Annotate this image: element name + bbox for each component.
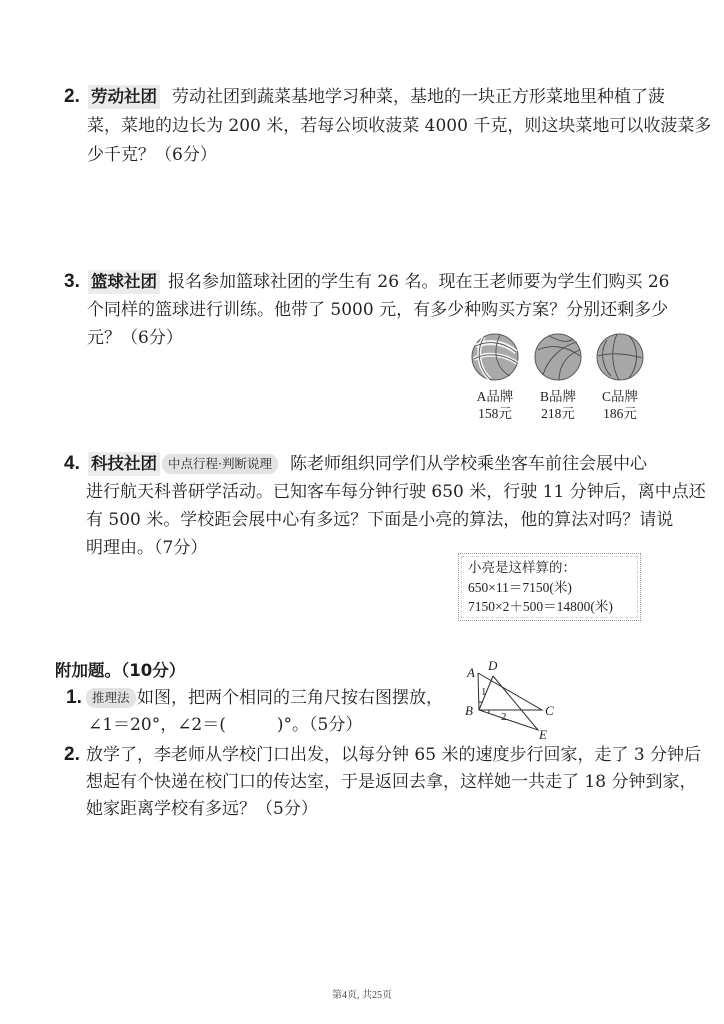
vertex-label-c: C: [545, 703, 554, 718]
question-text: 陈老师组织同学们从学校乘坐客车前往会展中心: [290, 454, 647, 474]
page-footer: 第4页, 共25页: [332, 990, 392, 1001]
question-text: ∠1＝20°，∠2＝( )°。（5分）: [88, 715, 363, 735]
price-label: 186元: [603, 406, 637, 421]
question-text: 进行航天科普研学活动。已知客车每分钟行驶 650 米，行驶 11 分钟后，离中点还: [86, 482, 706, 502]
angle-label-1: 1: [481, 686, 487, 698]
question-number: 2.: [64, 744, 80, 765]
price-label: 218元: [541, 406, 575, 421]
question-text: 少千克？（6分）: [87, 145, 217, 165]
question-text: 她家距离学校有多远？（5分）: [86, 799, 318, 819]
vertex-label-b: B: [465, 703, 473, 718]
question-number: 1.: [66, 687, 82, 708]
question-2-line-1: [0, 83, 724, 111]
calc-title: 小亮是这样算的：: [468, 560, 576, 575]
topic-tag: 中点行程·判断说理: [162, 454, 278, 474]
question-text: 明理由。（7分）: [86, 538, 208, 558]
calc-line: 7150×2＋500＝14800(米): [468, 599, 613, 614]
calculation-box: [458, 553, 641, 621]
basketball-icon: [533, 332, 583, 382]
question-text: 元？（6分）: [87, 328, 183, 348]
question-text: 有 500 米。学校距会展中心有多远？下面是小亮的算法，他的算法对吗？请说: [86, 510, 674, 530]
question-number: 3.: [64, 271, 80, 292]
club-label: 篮球社团: [88, 270, 160, 294]
question-text: 个同样的篮球进行训练。他带了 5000 元，有多少种购买方案？分别还剩多少: [87, 300, 669, 320]
brand-label: B品牌: [539, 389, 576, 404]
question-text: 放学了，李老师从学校门口出发，以每分钟 65 米的速度步行回家，走了 3 分钟后: [86, 745, 702, 765]
question-number: 2.: [64, 86, 80, 107]
vertex-label-a: A: [467, 665, 475, 680]
question-text: 报名参加篮球社团的学生有 26 名。现在王老师要为学生们购买 26: [168, 272, 670, 292]
extra-question-1-line-1: [0, 684, 724, 712]
question-4-line-1: [0, 450, 724, 478]
basketball-icon: [595, 332, 645, 382]
calc-line: 650×11＝7150(米): [468, 580, 572, 595]
question-text: 菜，菜地的边长为 200 米，若每公顷收菠菜 4000 千克，则这块菜地可以收菠菜多: [87, 116, 712, 136]
extra-section-title: 附加题。（10分）: [55, 661, 186, 680]
question-text: 劳动社团到蔬菜基地学习种菜，基地的一块正方形菜地里种植了菠: [172, 87, 665, 107]
basketball-option-a: [464, 332, 526, 424]
triangle-rulers-figure: [460, 658, 560, 740]
basketball-icon: [470, 332, 520, 382]
question-text: 如图，把两个相同的三角尺按右图摆放，: [137, 688, 443, 708]
basketball-option-c: [589, 332, 651, 424]
brand-label: C品牌: [601, 389, 638, 404]
extra-question-2-line-1: [0, 741, 724, 769]
basketball-option-b: [527, 332, 589, 424]
question-text: 想起有个快递在校门口的传达室，于是返回去拿，这样她一共走了 18 分钟到家，: [86, 772, 697, 792]
brand-label: A品牌: [476, 389, 514, 404]
vertex-label-d: D: [488, 658, 498, 673]
vertex-label-e: E: [539, 727, 547, 740]
question-number: 4.: [64, 453, 80, 474]
price-label: 158元: [478, 406, 512, 421]
club-label: 科技社团: [88, 452, 160, 476]
question-3-line-1: [0, 268, 724, 296]
club-label: 劳动社团: [88, 85, 160, 109]
method-tag: 推理法: [86, 688, 136, 708]
angle-label-2: 2: [501, 711, 507, 723]
